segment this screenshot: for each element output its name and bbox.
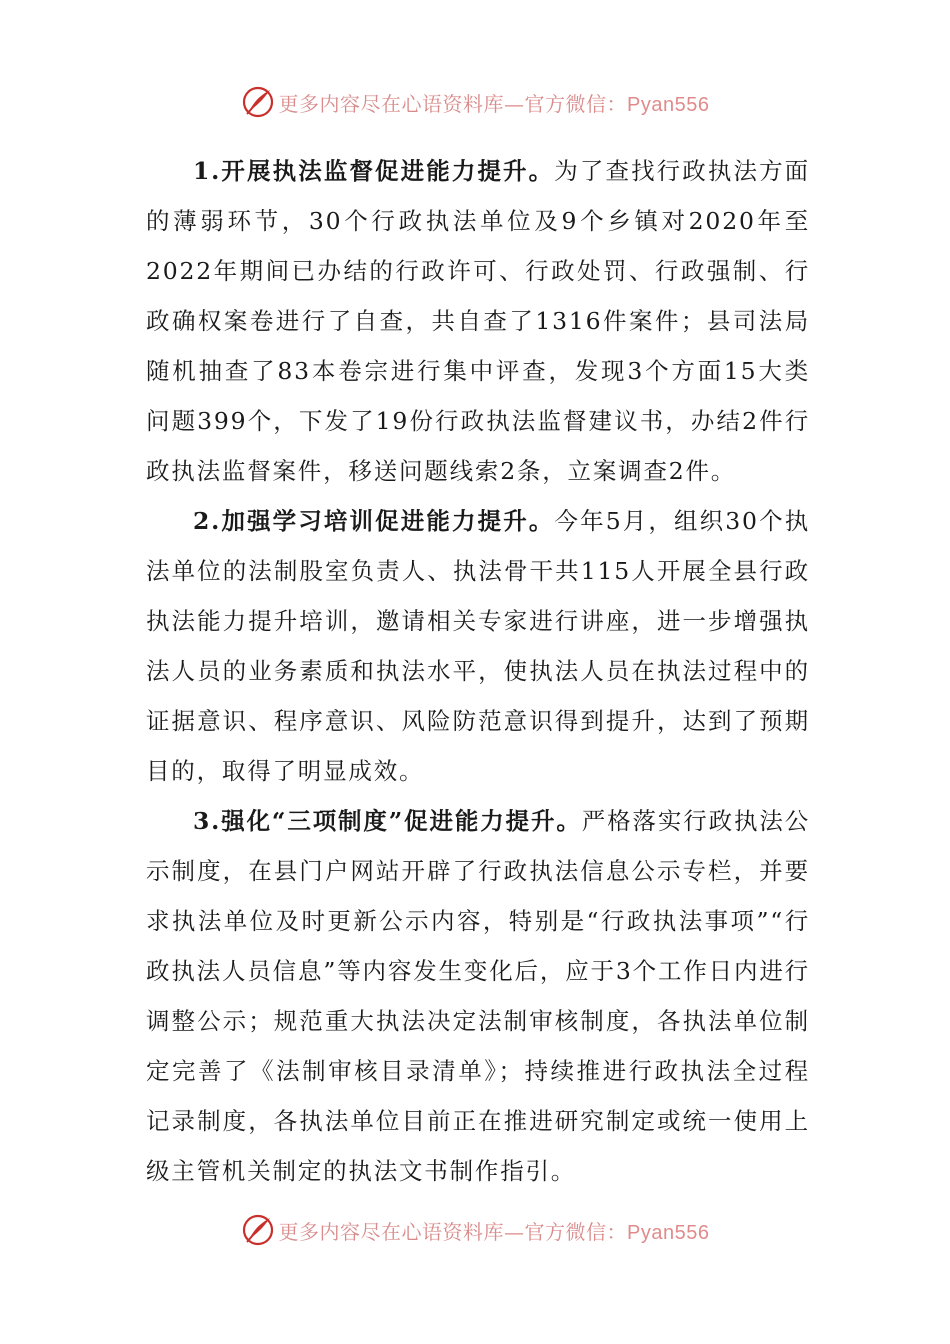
banner-text [279, 88, 710, 117]
banner-label: 更多内容尽在心语资料库—官方微信： [278, 1219, 628, 1244]
paragraph-1-text: 为了查找行政执法方面的薄弱环节，30个行政执法单位及9个乡镇对2020年至2022年期间已办结的行政许可、行政处罚、行政强制、行政确权案卷进行了自查，共自查了1316件案件；县司法局随机抽查了83本卷宗进行集中评查，发现3个方面15大类问题399个，下发了19份行政执法监督建议书，办结2件行政执法监督案件，移送问题线索2条，立案调查2件。 [146, 157, 810, 485]
paragraph-1 [146, 146, 810, 496]
paragraph-3-text: 严格落实行政执法公示制度，在县门户网站开辟了行政执法信息公示专栏，并要求执法单位及时更新公示内容，特别是“行政执法事项”“行政执法人员信息”等内容发生变化后，应于3个工作日内进行调整公示；规范重大执法决定法制审核制度，各执法单位制定完善了《法制审核目录清单》；持续推进行政执法全过程记录制度，各执法单位目前正在推进研究制定或统一使用上级主管机关制定的执法文书制作指引。 [146, 807, 810, 1185]
banner-label: 更多内容尽在心语资料库—官方微信： [278, 91, 628, 116]
document-body [146, 146, 810, 1196]
banner-text [279, 1216, 710, 1245]
quill-logo-icon [241, 85, 275, 119]
banner-handle: Pyan556 [627, 1221, 710, 1244]
footer-banner [0, 1210, 950, 1250]
paragraph-2-text: 今年5月，组织30个执法单位的法制股室负责人、执法骨干共115人开展全县行政执法能力提升培训，邀请相关专家进行讲座，进一步增强执法人员的业务素质和执法水平，使执法人员在执法过程中的证据意识、程序意识、风险防范意识得到提升，达到了预期目的，取得了明显成效。 [146, 507, 810, 785]
paragraph-1-heading: 1.开展执法监督促进能力提升。 [193, 157, 555, 185]
banner-handle: Pyan556 [627, 93, 710, 116]
paragraph-2 [146, 496, 810, 796]
paragraph-3-heading: 3.强化“三项制度”促进能力提升。 [193, 807, 582, 835]
paragraph-3 [146, 796, 810, 1196]
header-banner [0, 82, 950, 122]
paragraph-2-heading: 2.加强学习培训促进能力提升。 [193, 507, 555, 535]
quill-logo-icon [241, 1213, 275, 1247]
